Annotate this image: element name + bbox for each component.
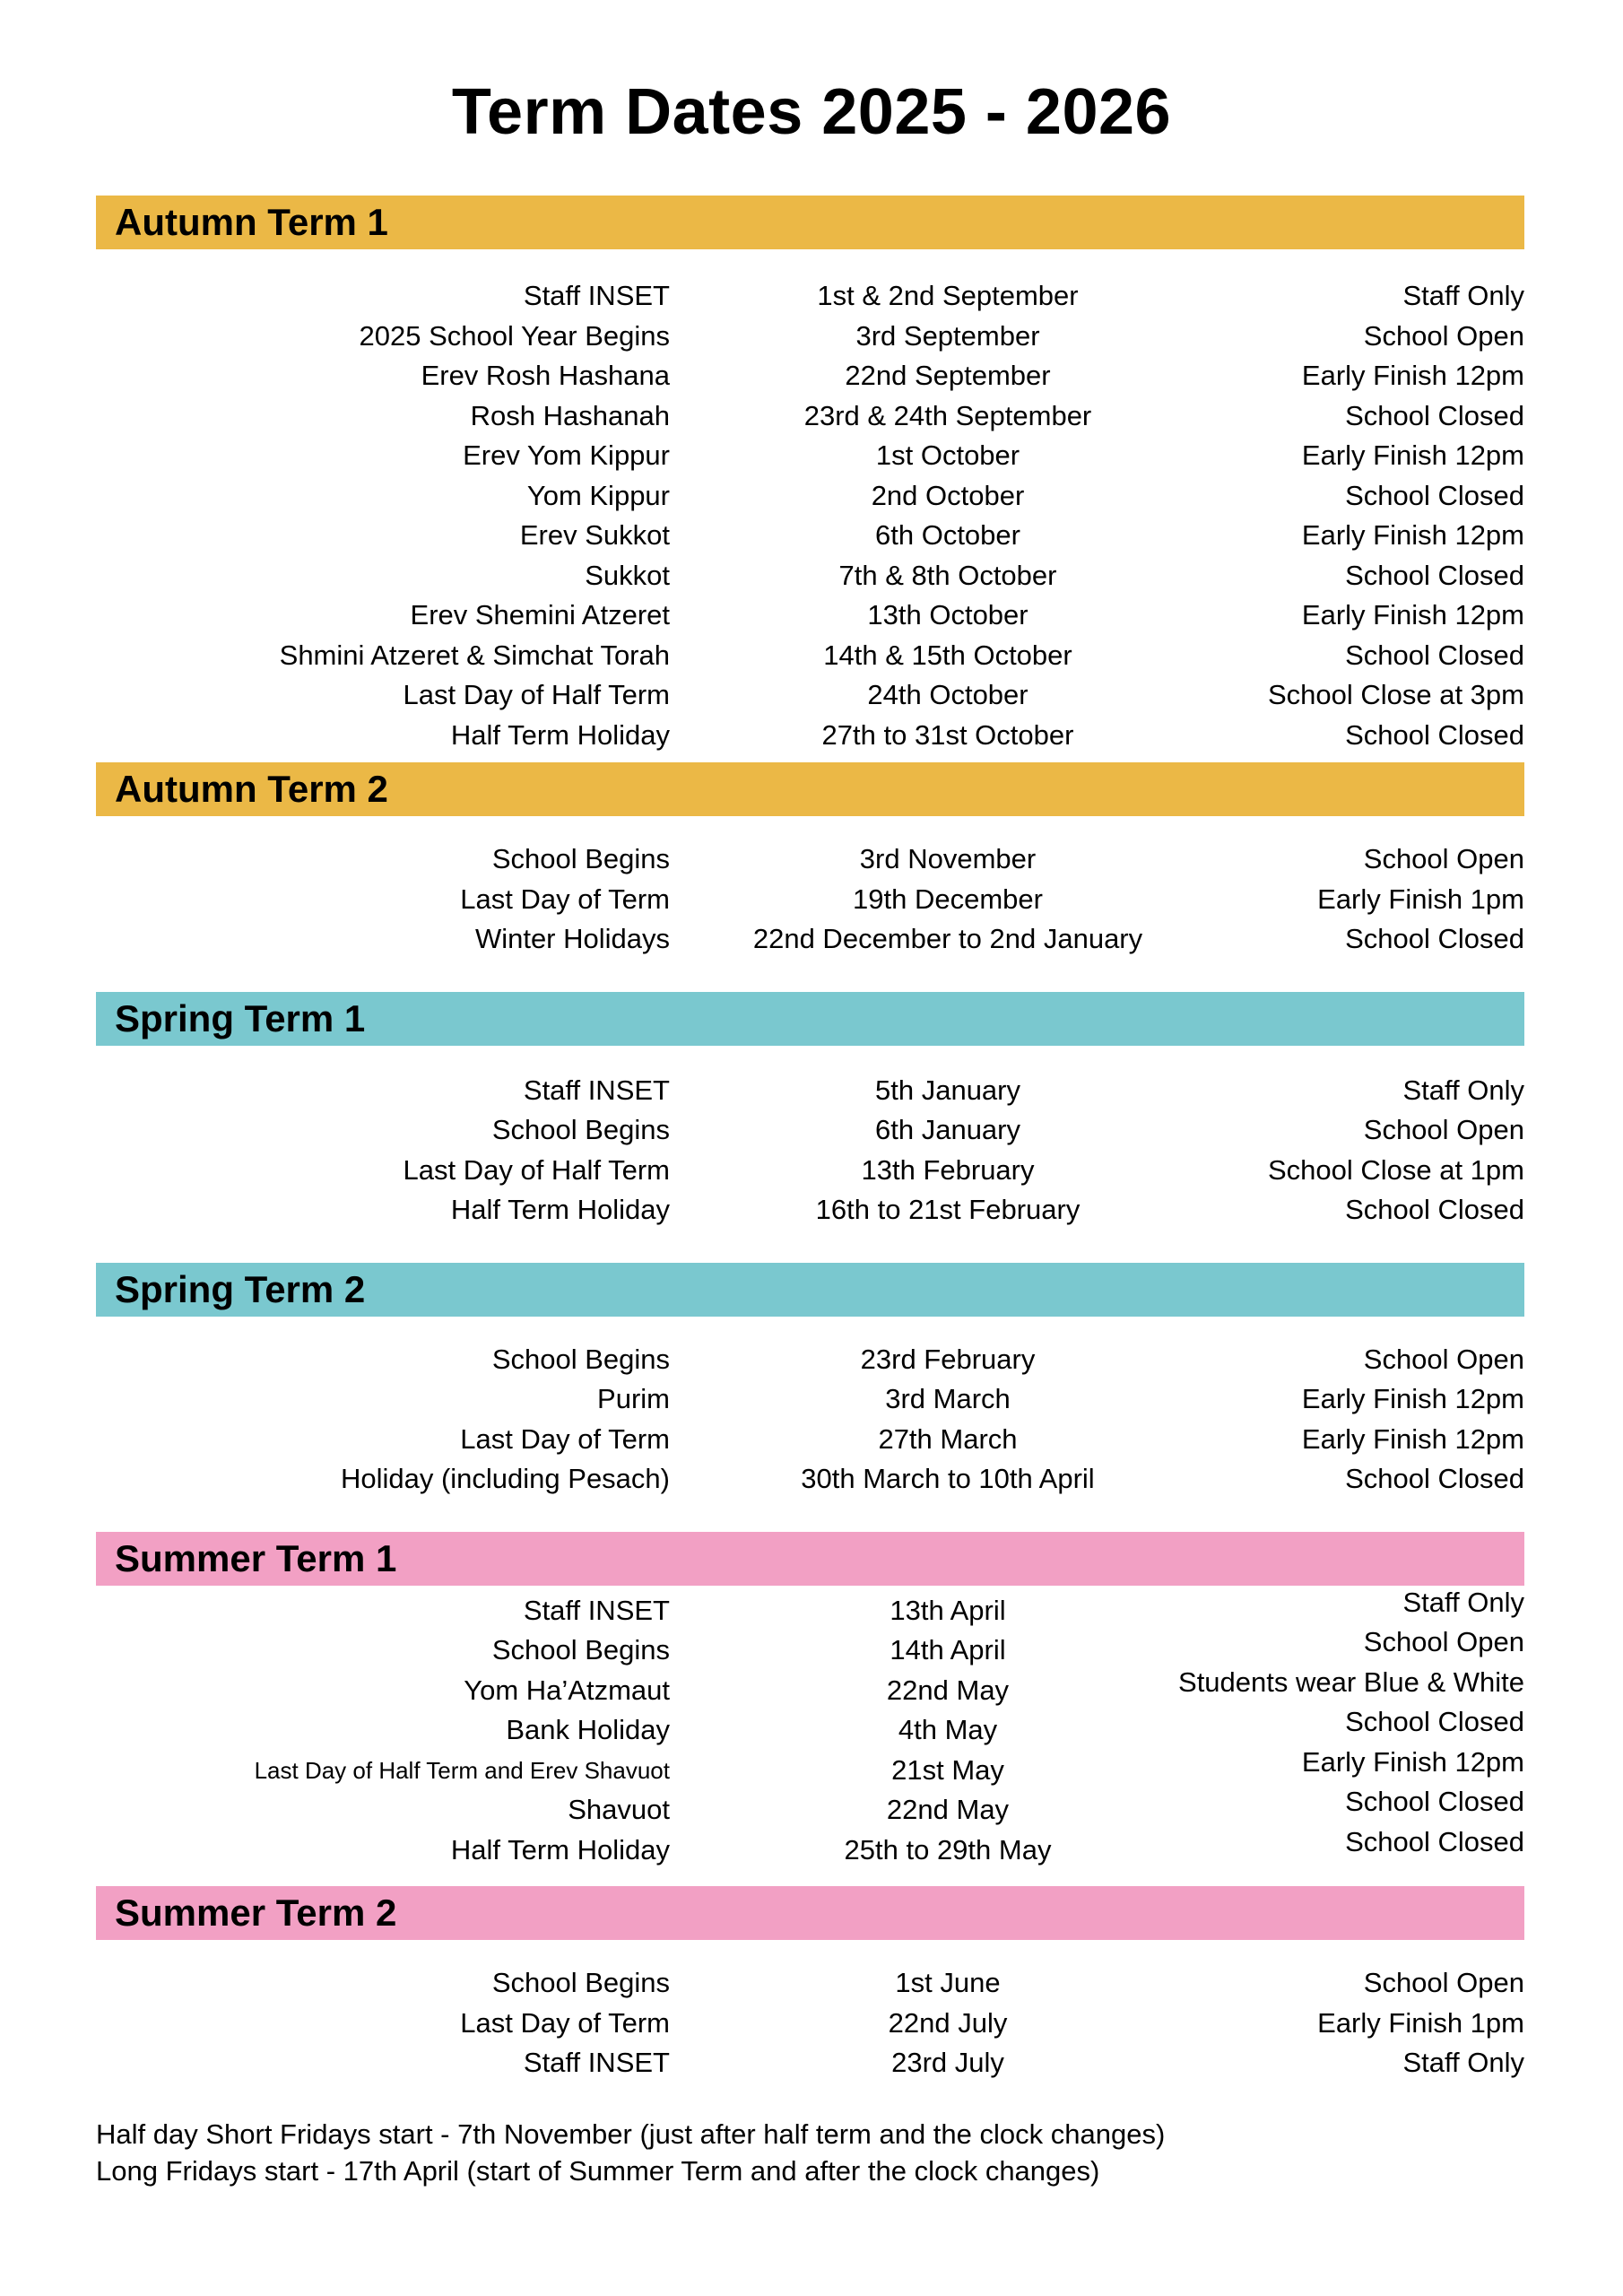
cell-status: Early Finish 12pm (1301, 439, 1524, 471)
table-row (96, 2043, 1524, 2083)
table-row (96, 1459, 1524, 1500)
table-row (96, 1151, 1524, 1191)
cell-status: School Closed (1345, 639, 1524, 671)
cell-event: School Begins (491, 1343, 670, 1375)
table-row (96, 636, 1524, 676)
table-row (96, 276, 1524, 317)
cell-event: Bank Holiday (506, 1714, 670, 1745)
cell-date: 30th March to 10th April (801, 1463, 1095, 1494)
cell-status: School Closed (1345, 718, 1524, 751)
cell-status: School Open (1363, 1967, 1524, 1998)
table-row (96, 1340, 1524, 1380)
cell-date: 4th May (898, 1714, 998, 1745)
section-title: Autumn Term 2 (115, 768, 388, 810)
cell-event: Staff INSET (523, 1594, 670, 1626)
table-row (96, 596, 1524, 636)
section-spring-term-2 (0, 1263, 1623, 1532)
section-title: Autumn Term 1 (115, 201, 388, 243)
cell-date: 24th October (867, 679, 1028, 710)
table-row (96, 1586, 1524, 1631)
cell-status: School Closed (1345, 399, 1524, 431)
table-row (96, 1665, 1524, 1711)
section-rows (0, 1317, 1623, 1532)
section-rows (0, 1046, 1623, 1263)
cell-date: 3rd November (859, 843, 1037, 874)
section-rows (0, 1940, 1623, 2091)
cell-date: 16th to 21st February (815, 1194, 1081, 1225)
section-title: Summer Term 2 (115, 1892, 397, 1934)
table-row (96, 436, 1524, 476)
table-row (96, 1963, 1524, 2004)
section-header-band (96, 762, 1524, 816)
cell-event: Staff INSET (523, 280, 670, 311)
cell-date: 25th to 29th May (844, 1833, 1052, 1866)
section-summer-term-1 (0, 1532, 1623, 1887)
cell-event: Half Term Holiday (450, 1194, 670, 1225)
cell-status: School Closed (1345, 559, 1524, 591)
cell-event: Last Day of Term (460, 2006, 670, 2039)
cell-event: Yom Ha’Atzmaut (464, 1674, 670, 1706)
cell-status: School Close at 3pm (1267, 679, 1524, 710)
cell-status: Staff Only (1402, 2047, 1524, 2078)
cell-event: Erev Sukkot (519, 519, 670, 551)
cell-date: 1st October (875, 439, 1020, 471)
table-row (96, 716, 1524, 756)
cell-event: 2025 School Year Begins (359, 319, 670, 352)
cell-event: Erev Yom Kippur (463, 439, 670, 471)
section-autumn-term-1 (0, 196, 1623, 762)
section-header-band (96, 1263, 1524, 1317)
section-rows (0, 816, 1623, 992)
cell-status: Early Finish 12pm (1301, 1383, 1524, 1414)
cell-status: School Open (1363, 843, 1524, 874)
cell-date: 22nd May (886, 1674, 1010, 1706)
cell-status: Early Finish 12pm (1301, 519, 1524, 551)
table-row (96, 556, 1524, 596)
cell-status: School Closed (1345, 1825, 1524, 1857)
cell-status: Students wear Blue & White (1178, 1665, 1524, 1698)
section-header-band (96, 992, 1524, 1046)
cell-date: 13th February (861, 1153, 1035, 1186)
table-row (96, 2004, 1524, 2044)
cell-event: Shmini Atzeret & Simchat Torah (279, 639, 670, 671)
table-row (96, 516, 1524, 556)
cell-date: 19th December (853, 883, 1043, 915)
cell-status: Early Finish 1pm (1317, 2006, 1524, 2039)
cell-date: 14th April (890, 1634, 1006, 1665)
cell-event: Purim (597, 1383, 670, 1414)
cell-status: School Closed (1345, 1463, 1524, 1494)
sections-container (0, 196, 1623, 2091)
cell-event: Staff INSET (523, 1074, 670, 1106)
section-summer-term-2 (0, 1886, 1623, 2091)
cell-date: 5th January (875, 1074, 1020, 1106)
cell-status: Early Finish 12pm (1301, 360, 1524, 391)
cell-event: Staff INSET (523, 2047, 670, 2078)
table-row (96, 1071, 1524, 1111)
section-title: Spring Term 1 (115, 996, 366, 1039)
cell-event: Half Term Holiday (450, 718, 670, 751)
section-title: Spring Term 2 (115, 1267, 366, 1310)
cell-status: School Open (1363, 1114, 1524, 1145)
cell-date: 3rd September (855, 319, 1040, 352)
cell-event: Last Day of Half Term (403, 679, 670, 710)
table-row (96, 1110, 1524, 1151)
table-row (96, 1786, 1524, 1831)
cell-event: School Begins (491, 843, 670, 874)
cell-status: School Closed (1345, 1194, 1524, 1225)
cell-date: 27th to 31st October (821, 718, 1074, 751)
cell-status: Early Finish 1pm (1317, 883, 1524, 915)
table-row (96, 839, 1524, 880)
cell-event: Last Day of Term (460, 883, 670, 915)
cell-status: School Closed (1345, 1786, 1524, 1817)
cell-status: School Closed (1345, 479, 1524, 511)
cell-event: Last Day of Half Term (403, 1153, 670, 1186)
footnotes (96, 2116, 1524, 2189)
section-header-band (96, 196, 1524, 249)
cell-event: Rosh Hashanah (470, 399, 670, 431)
cell-date: 27th March (878, 1422, 1018, 1455)
cell-status: Staff Only (1402, 280, 1524, 311)
cell-event: Shavuot (568, 1794, 670, 1825)
table-row (96, 1379, 1524, 1420)
table-row (96, 1745, 1524, 1791)
page-title: Term Dates 2025 - 2026 (451, 76, 1172, 148)
table-row (96, 476, 1524, 517)
table-row (96, 675, 1524, 716)
cell-date: 22nd May (886, 1794, 1010, 1825)
cell-status: School Close at 1pm (1267, 1153, 1524, 1186)
cell-date: 21st May (891, 1753, 1004, 1786)
cell-date: 3rd March (885, 1383, 1011, 1414)
section-rows (0, 249, 1623, 762)
cell-date: 23rd July (891, 2047, 1004, 2078)
section-rows (0, 1586, 1623, 1887)
cell-date: 6th October (875, 519, 1020, 551)
cell-date: 23rd & 24th September (803, 399, 1092, 431)
footnote-line-2: Long Fridays start - 17th April (start of Summer Term and after the clock changes) (96, 2154, 1100, 2187)
cell-event: Yom Kippur (526, 479, 670, 511)
section-spring-term-1 (0, 992, 1623, 1263)
cell-date: 13th October (867, 599, 1028, 631)
cell-status: School Open (1363, 1343, 1524, 1375)
cell-date: 7th & 8th October (838, 559, 1057, 591)
cell-event: Erev Rosh Hashana (421, 360, 670, 391)
cell-date: 22nd December to 2nd January (752, 923, 1143, 954)
cell-event: Last Day of Half Term and Erev Shavuot (254, 1756, 670, 1784)
cell-event: Sukkot (585, 559, 670, 591)
table-row (96, 880, 1524, 920)
cell-date: 1st & 2nd September (817, 280, 1079, 311)
cell-status: Staff Only (1402, 1586, 1524, 1618)
cell-event: School Begins (491, 1967, 670, 1998)
cell-date: 1st June (895, 1967, 1001, 1998)
section-header-band (96, 1532, 1524, 1586)
cell-status: School Closed (1345, 923, 1524, 954)
footnote-line-1: Half day Short Fridays start - 7th November (just after half term and the clock changes) (96, 2118, 1166, 2150)
table-row (96, 919, 1524, 960)
cell-status: Early Finish 12pm (1301, 1422, 1524, 1455)
cell-event: Holiday (including Pesach) (340, 1463, 670, 1494)
cell-event: School Begins (491, 1634, 670, 1665)
section-header-band (96, 1886, 1524, 1940)
cell-status: School Closed (1345, 1706, 1524, 1737)
cell-date: 6th January (875, 1114, 1020, 1145)
cell-event: Erev Shemini Atzeret (410, 599, 670, 631)
section-title: Summer Term 1 (115, 1536, 397, 1579)
table-row (96, 1420, 1524, 1460)
table-row (96, 356, 1524, 396)
cell-status: Staff Only (1402, 1074, 1524, 1106)
cell-date: 22nd July (888, 2006, 1008, 2039)
cell-event: Winter Holidays (474, 923, 670, 954)
table-row (96, 396, 1524, 437)
cell-event: School Begins (491, 1114, 670, 1145)
table-row (96, 317, 1524, 357)
cell-date: 14th & 15th October (823, 639, 1072, 671)
cell-status: Early Finish 12pm (1301, 599, 1524, 631)
cell-event: Last Day of Term (460, 1422, 670, 1455)
table-row (96, 1825, 1524, 1871)
cell-date: 22nd September (845, 360, 1051, 391)
table-row (96, 1190, 1524, 1231)
cell-status: School Open (1363, 1626, 1524, 1657)
cell-date: 2nd October (871, 479, 1025, 511)
cell-date: 23rd February (860, 1343, 1036, 1375)
cell-status: Early Finish 12pm (1301, 1745, 1524, 1778)
cell-status: School Open (1363, 319, 1524, 352)
section-autumn-term-2 (0, 762, 1623, 992)
cell-date: 13th April (890, 1594, 1006, 1626)
cell-event: Half Term Holiday (450, 1833, 670, 1866)
